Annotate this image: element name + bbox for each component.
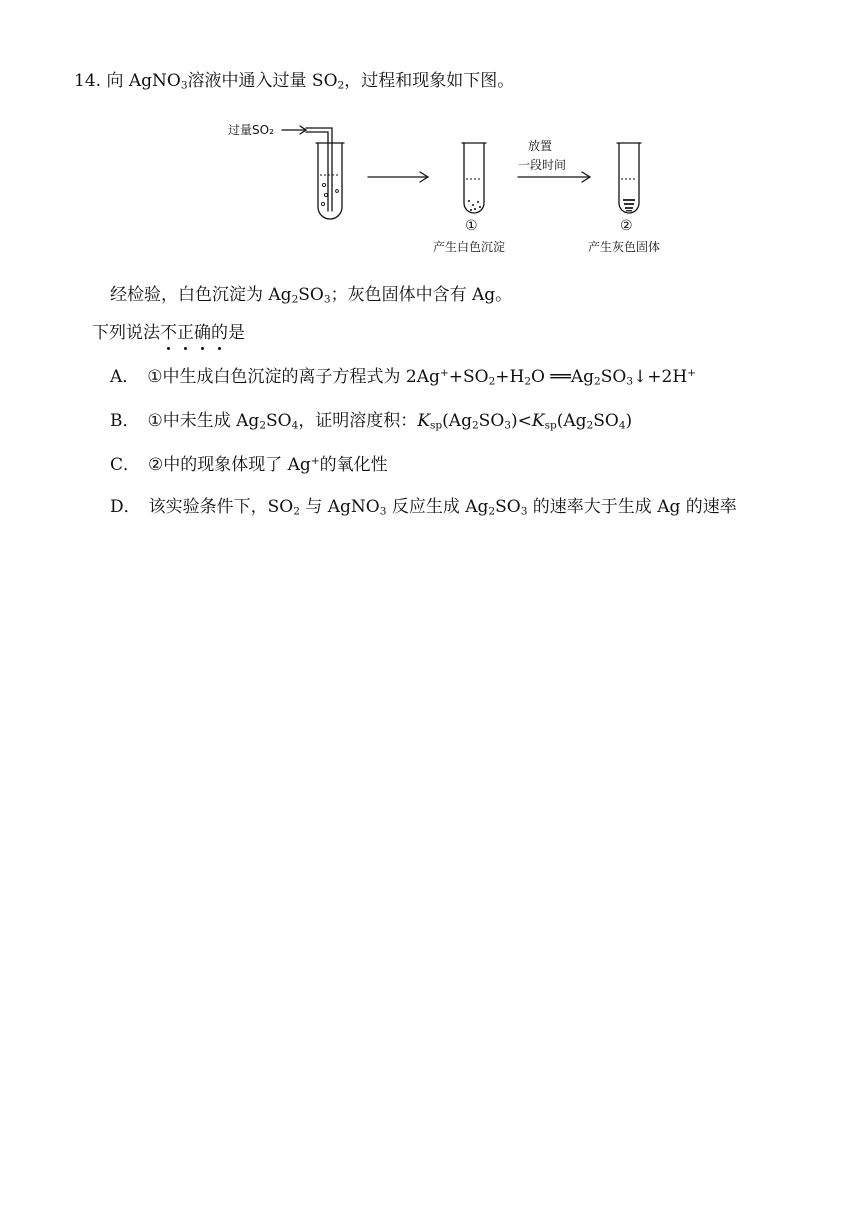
gas-bubble <box>324 193 327 196</box>
subscript: 3 <box>323 293 331 306</box>
step-label-line1: 放置 <box>528 139 553 153</box>
stem-text: 溶液中通入过量 SO <box>187 71 338 91</box>
option-text: ①中生成白色沉淀的离子方程式为 2Ag <box>147 367 440 387</box>
option-text: +H <box>495 367 525 387</box>
emphasized-char: 的 <box>211 323 228 343</box>
white-precipitate-particle <box>470 209 472 211</box>
option-text: SO <box>478 411 505 431</box>
ksp-symbol: K <box>417 411 431 431</box>
experiment-diagram-drawing <box>220 115 690 260</box>
option-text: ，证明溶度积： <box>298 411 418 431</box>
step-label-line2: 一段时间 <box>518 158 567 172</box>
gray-solid-layer <box>624 203 634 205</box>
question-prompt <box>92 322 245 344</box>
gas-bubble <box>336 190 339 193</box>
subscript: 4 <box>291 419 299 432</box>
subscript: sp <box>430 419 443 432</box>
option-text: 与 AgNO <box>299 497 380 517</box>
option-letter: A． <box>110 367 140 387</box>
subscript: 2 <box>471 419 479 432</box>
option-c[interactable] <box>110 454 388 476</box>
test-tube-initial <box>318 143 342 219</box>
option-letter: B． <box>110 411 140 431</box>
subscript: 3 <box>180 79 188 92</box>
gas-label: 过量SO₂ <box>228 123 274 137</box>
option-d[interactable] <box>110 496 737 518</box>
subscript: 2 <box>594 375 601 388</box>
test-tube-1 <box>464 143 484 213</box>
subscript: 2 <box>488 505 496 518</box>
emphasized-char: 不 <box>160 323 177 343</box>
option-text: ②中的现象体现了 Ag <box>148 455 311 475</box>
gas-bubble <box>321 202 324 205</box>
option-letter: D． <box>110 497 141 517</box>
option-text: SO <box>495 497 521 517</box>
option-text: 的氧化性 <box>319 455 388 475</box>
subscript: 2 <box>337 79 345 92</box>
emphasized-char: 确 <box>194 323 211 343</box>
option-text: SO <box>266 411 292 431</box>
subscript: 3 <box>379 505 387 518</box>
gray-solid-layer <box>625 207 633 209</box>
subscript: 2 <box>524 375 532 388</box>
gas-bubble <box>322 183 325 186</box>
option-text: ↓+2H <box>633 367 688 387</box>
prompt-text: 下列说法 <box>92 323 160 343</box>
subscript: 2 <box>259 419 267 432</box>
subscript: 2 <box>488 375 496 388</box>
option-a[interactable] <box>110 366 696 388</box>
question-stem <box>74 70 514 92</box>
tube2-number: ② <box>620 218 633 234</box>
subscript: 2 <box>291 293 299 306</box>
gray-solid-layer <box>623 199 635 201</box>
experiment-diagram <box>220 115 690 260</box>
white-precipitate-particle <box>474 208 476 210</box>
test-conclusion <box>110 284 512 306</box>
option-text: 反应生成 Ag <box>386 497 489 517</box>
option-text: (Ag <box>556 411 587 431</box>
option-b[interactable] <box>110 410 632 432</box>
conclusion-text: 经检验，白色沉淀为 Ag <box>110 285 292 305</box>
subscript: 3 <box>626 375 634 388</box>
conclusion-text: ；灰色固体中含有 Ag。 <box>330 285 513 305</box>
superscript: + <box>310 455 320 468</box>
gray-solid-layer <box>626 210 632 212</box>
prompt-text: 是 <box>228 323 245 343</box>
subscript: 2 <box>293 505 300 518</box>
subscript: 3 <box>520 505 528 518</box>
tube1-caption: 产生白色沉淀 <box>433 240 506 254</box>
option-text: 该实验条件下，SO <box>148 497 294 517</box>
stem-text: 向 AgNO <box>106 71 181 91</box>
superscript: + <box>687 367 696 380</box>
option-text: SO <box>593 411 619 431</box>
white-precipitate-particle <box>479 206 481 208</box>
option-text: ) <box>625 411 633 431</box>
white-precipitate-particle <box>477 201 479 203</box>
option-text: 的速率大于生成 Ag 的速率 <box>527 497 737 517</box>
tube2-caption: 产生灰色固体 <box>588 240 661 254</box>
option-text: SO <box>600 367 627 387</box>
superscript: + <box>439 367 449 380</box>
emphasized-char: 正 <box>177 323 194 343</box>
subscript: 2 <box>586 419 594 432</box>
subscript: 3 <box>504 419 511 432</box>
ksp-symbol: K <box>531 411 545 431</box>
subscript: 4 <box>618 419 626 432</box>
delivery-tube <box>306 128 332 211</box>
white-precipitate-particle <box>472 204 474 206</box>
test-tube-2 <box>619 143 639 213</box>
white-precipitate-particle <box>468 200 470 202</box>
tube1-number: ① <box>465 218 478 234</box>
option-letter: C． <box>110 455 141 475</box>
option-text: +SO <box>448 367 489 387</box>
option-text: )< <box>510 411 532 431</box>
option-text: (Ag <box>442 411 472 431</box>
question-number: 14. <box>74 71 102 91</box>
conclusion-text: SO <box>298 285 324 305</box>
subscript: sp <box>544 419 557 432</box>
option-text: O ══Ag <box>531 367 595 387</box>
stem-text: ，过程和现象如下图。 <box>344 71 515 91</box>
option-text: ①中未生成 Ag <box>147 411 260 431</box>
